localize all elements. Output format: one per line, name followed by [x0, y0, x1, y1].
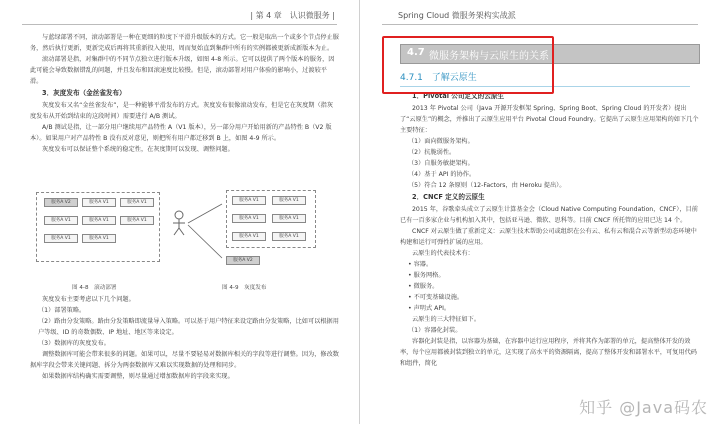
paragraph: 2015 年，谷歌牵头成立了云原生计算基金会（Cloud Native Computing Foundation，CNCF），目前已有一百多家企业与机构加入其中，包括亚马逊、微软、思科等。目前 CNCF 所托管的应用已达 14 个。: [400, 206, 698, 224]
paragraph: A/B 测试是指，让一部分用户继续用产品特性 A（V1 版本），另一部分用户开始用新的产品特性 B（V2 版本）。如果用户对产品特性 B 没有反对意见，则把所有用户都迁移到 B 上，如图 4-9 所示。: [30, 124, 332, 142]
paragraph: 滚动部署是指，对集群中的不同节点独立进行版本升级，如图 4-8 所示。它可以提供了两个版本的服务，因此可能会导致数据错乱的问题，并且发布和回滚速度比较慢。但是，滚动部署对用户体验的影响小，过渡较平滑。: [30, 56, 335, 85]
list-item: （3）数据库的灰度发布。: [38, 340, 110, 347]
list-item: （4）基于 API 的协作。: [408, 171, 476, 178]
service-node: 服务A V1: [44, 234, 78, 243]
highlight-box: [382, 36, 554, 94]
service-node: 服务A V1: [272, 232, 306, 241]
service-node: 服务A V1: [272, 196, 306, 205]
paragraph: 与蓝绿部署不同，滚动部署是一种在更细的粒度下平滑升级版本的方式。它一般是取出一个或多个节点停止服务，然后执行更新，更新完成后再将其重新投入使用，周而复始直到集群中所有的实例都被更新成新版本为止。: [30, 34, 339, 52]
service-node: 服务A V1: [82, 234, 116, 243]
paragraph: 2013 年 Pivotal 公司（Java 开源开发框架 Spring、Spring Boot、Spring Cloud 的开发者）提出了“云原生”的概念，并推出了云原生应用平台 Pivotal Cloud Foundry。它提出了云原生应用架构的如下几个主要特征：: [400, 105, 699, 134]
section-title: 微服务架构与云原生的关系: [429, 51, 549, 62]
paragraph: CNCF 对云原生做了重新定义：云原生技术帮助公司或组织在公有云、私有云和混合云等新型动态环境中构建和运行可弹性扩展的应用。: [400, 228, 697, 246]
right-page-header: Spring Cloud 微服务架构实战派: [398, 11, 516, 20]
list-item: （3）自服务敏捷架构。: [408, 160, 474, 167]
list-item: • 声明式 API。: [408, 305, 451, 312]
arrow-icon: [186, 198, 226, 268]
right-text: [400, 90, 702, 369]
header-rule: [382, 24, 698, 25]
figure-caption: 图 4-8 滚动部署: [72, 285, 117, 291]
service-node: 服务A V1: [232, 196, 266, 205]
watermark: 知乎 @Java码农: [579, 398, 708, 417]
list-item: （2）抗脆弱性。: [408, 149, 456, 156]
service-node: 服务A V1: [82, 216, 116, 225]
list-item: （5）符合 12 条原则（12-Factors，由 Heroku 提出）。: [408, 182, 566, 189]
left-text-bottom: [30, 294, 339, 382]
service-node: 服务A V1: [82, 198, 116, 207]
service-node: 服务A V1: [120, 216, 154, 225]
service-node: 服务A V1: [272, 214, 306, 223]
list-item: （1）部署策略。: [38, 307, 86, 314]
paragraph: 云原生的三大特征如下。: [412, 316, 481, 323]
section-number: 4.7: [407, 47, 425, 58]
paragraph: 云原生的代表技术有：: [412, 250, 474, 257]
list-item: （1）面向微服务架构。: [408, 138, 474, 145]
list-item: • 不可变基础设施。: [408, 294, 464, 301]
header-rule: [22, 24, 337, 25]
paragraph: 如果数据库结构确实需要调整，则尽量通过增加数据库的字段来实现。: [42, 373, 234, 380]
figure-caption: 图 4-9 灰度发布: [222, 285, 267, 291]
list-item: • 容器。: [408, 261, 433, 268]
list-item: • 服务网格。: [408, 272, 445, 279]
paragraph: 容器化封装是指，以容器为基础，在容器中运行应用程序，并将其作为部署的单元，提高整体开发的效率，每个应用都被封装到独立的单元，这实现了高水平的资源隔离，提高了整体开发和部署水平，可复用代码和组件，简化: [400, 338, 697, 367]
service-node: 服务A V2: [44, 198, 78, 207]
paragraph: 灰度发布可以保证整个系统的稳定性，在灰度期可以发现、调整问题。: [42, 146, 234, 153]
left-text-top: [30, 32, 339, 155]
section-heading: 1．Pivotal 公司定义的云原生: [412, 92, 505, 100]
list-item: （1）容器化封装。: [408, 327, 462, 334]
subsection-number: 4.7.1: [400, 73, 423, 83]
paragraph: 调整数据库可能会带来很多的问题。如果可以，尽量不要轻易对数据库相关的字段等进行调整。因为，修改数据库字段会带来关键问题、拆分为两套数据库又难以实现数据的处理和同步。: [30, 351, 339, 369]
figure-area: [30, 188, 320, 276]
subsection-title: 了解云原生: [431, 73, 477, 83]
service-node: 服务A V1: [232, 214, 266, 223]
section-heading: 2．CNCF 定义的云原生: [412, 193, 485, 201]
service-node: 服务A V1: [44, 216, 78, 225]
section-heading: 3．灰度发布（金丝雀发布）: [42, 89, 126, 97]
left-page-header: | 第 4 章 认识微服务 |: [250, 11, 335, 20]
list-item: • 微服务。: [408, 283, 439, 290]
service-node: 服务A V1: [232, 232, 266, 241]
service-node: 服务A V1: [120, 198, 154, 207]
list-item: （2）路由分发策略。路由分发策略即流量导入策略。可以基于用户特征来设定路由分发策略，比如可以根据用户等级、ID 的奇数偶数、IP 地址、地区等来设定。: [38, 318, 339, 336]
service-node-v2: 服务A V2: [226, 256, 260, 265]
paragraph: 灰度发布又名“金丝雀发布”，是一种能够平滑发布的方式。灰度发布很像滚动发布，但是它在灰度期（指灰度发布从开始到结束的这段时间）需要进行 A/B 测试。: [30, 102, 334, 120]
paragraph: 灰度发布主要考虑以下几个问题。: [42, 296, 135, 303]
